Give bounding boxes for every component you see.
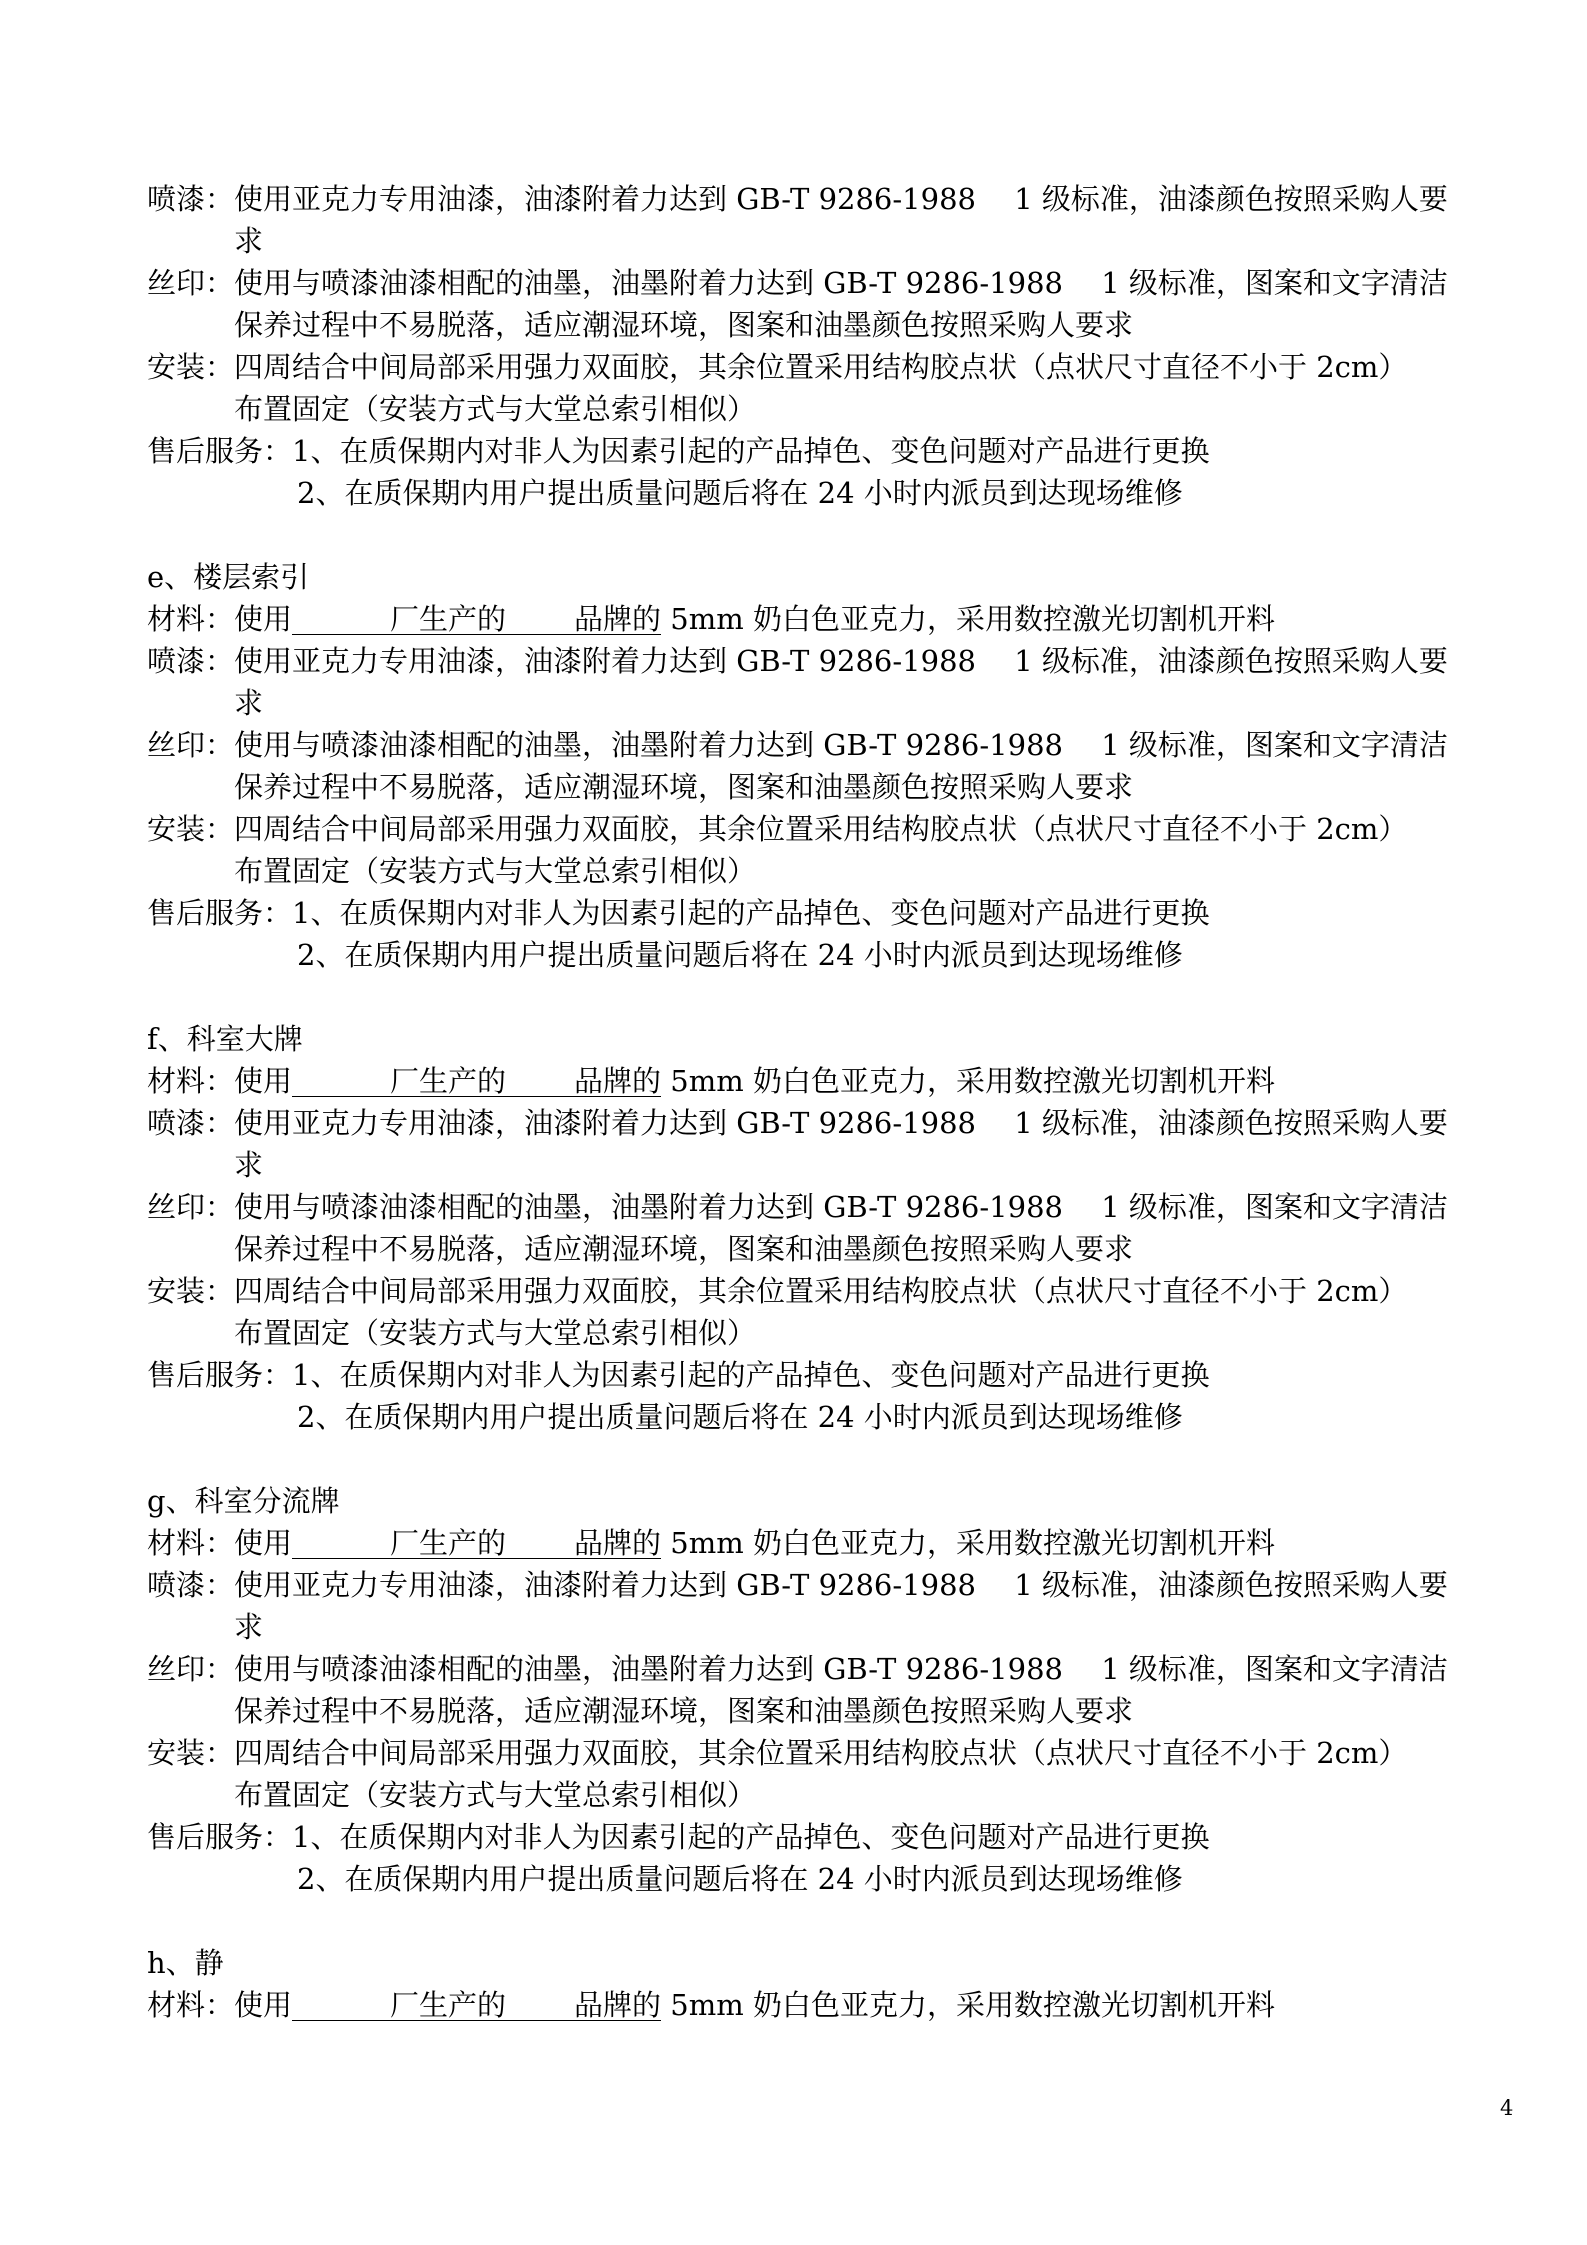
- silk-text-line1: 使用与喷漆油漆相配的油墨，油墨附着力达到 GB-T 9286-1988 1 级标准，图案和文字清洁: [234, 1652, 1448, 1686]
- material-pre: 使用: [234, 1526, 293, 1560]
- service-item: [147, 892, 1527, 976]
- silk-text-line2: 保养过程中不易脱落，适应潮湿环境，图案和油墨颜色按照采购人要求: [234, 1694, 1134, 1728]
- service-text-line2: 2、在质保期内用户提出质量问题后将在 24 小时内派员到达现场维修: [297, 476, 1183, 510]
- material-label: 材料：: [147, 1064, 235, 1098]
- silk-text-line2: 保养过程中不易脱落，适应潮湿环境，图案和油墨颜色按照采购人要求: [234, 1232, 1134, 1266]
- material-item: [147, 1060, 1527, 1102]
- brand-blank: [506, 1528, 574, 1559]
- spray-item: [147, 1564, 1527, 1648]
- material-item: [147, 1522, 1527, 1564]
- install-label: 安装：: [147, 1736, 235, 1770]
- spray-text-line1: 使用亚克力专用油漆，油漆附着力达到 GB-T 9286-1988 1 级标准，油漆颜色按照采购人要: [234, 1568, 1448, 1602]
- silk-item: [147, 262, 1527, 346]
- material-mid: 厂生产的: [390, 1526, 507, 1560]
- brand-blank: [506, 604, 574, 635]
- material-item: [147, 1984, 1527, 2026]
- spray-text-line1: 使用亚克力专用油漆，油漆附着力达到 GB-T 9286-1988 1 级标准，油漆颜色按照采购人要: [234, 644, 1448, 678]
- material-tail: 5mm 奶白色亚克力，采用数控激光切割机开料: [661, 1064, 1275, 1098]
- spray-label: 喷漆：: [147, 644, 235, 678]
- spray-item: [147, 178, 1527, 262]
- spray-text-line1: 使用亚克力专用油漆，油漆附着力达到 GB-T 9286-1988 1 级标准，油漆颜色按照采购人要: [234, 182, 1448, 216]
- service-text-line1: 1、在质保期内对非人为因素引起的产品掉色、变色问题对产品进行更换: [292, 1820, 1210, 1854]
- brand-blank: [506, 1990, 574, 2021]
- install-item: [147, 808, 1527, 892]
- material-pre: 使用: [234, 1988, 293, 2022]
- service-text-line2: 2、在质保期内用户提出质量问题后将在 24 小时内派员到达现场维修: [297, 1400, 1183, 1434]
- service-label: 售后服务：: [147, 896, 293, 930]
- install-item: [147, 1270, 1527, 1354]
- install-text-line2: 布置固定（安装方式与大堂总索引相似）: [234, 1316, 757, 1350]
- silk-label: 丝印：: [147, 266, 235, 300]
- lead-block: [147, 178, 1527, 514]
- silk-text-line1: 使用与喷漆油漆相配的油墨，油墨附着力达到 GB-T 9286-1988 1 级标准，图案和文字清洁: [234, 1190, 1448, 1224]
- install-text-line1: 四周结合中间局部采用强力双面胶，其余位置采用结构胶点状（点状尺寸直径不小于 2cm）: [234, 812, 1408, 846]
- silk-text-line2: 保养过程中不易脱落，适应潮湿环境，图案和油墨颜色按照采购人要求: [234, 770, 1134, 804]
- spray-item: [147, 1102, 1527, 1186]
- spray-text-line1: 使用亚克力专用油漆，油漆附着力达到 GB-T 9286-1988 1 级标准，油漆颜色按照采购人要: [234, 1106, 1448, 1140]
- spray-label: 喷漆：: [147, 1106, 235, 1140]
- spray-text-line2: 求: [234, 224, 264, 258]
- install-item: [147, 346, 1527, 430]
- material-pre: 使用: [234, 602, 293, 636]
- silk-item: [147, 1648, 1527, 1732]
- manufacturer-blank: [292, 1528, 390, 1559]
- silk-label: 丝印：: [147, 1652, 235, 1686]
- service-text-line2: 2、在质保期内用户提出质量问题后将在 24 小时内派员到达现场维修: [297, 938, 1183, 972]
- install-text-line2: 布置固定（安装方式与大堂总索引相似）: [234, 854, 757, 888]
- install-label: 安装：: [147, 350, 235, 384]
- manufacturer-blank: [292, 1990, 390, 2021]
- document-body: [147, 178, 1527, 2026]
- material-label: 材料：: [147, 602, 235, 636]
- spray-text-line2: 求: [234, 686, 264, 720]
- silk-text-line1: 使用与喷漆油漆相配的油墨，油墨附着力达到 GB-T 9286-1988 1 级标准，图案和文字清洁: [234, 266, 1448, 300]
- material-mid: 厂生产的: [390, 602, 507, 636]
- material-post: 品牌的: [574, 1064, 662, 1098]
- install-text-line2: 布置固定（安装方式与大堂总索引相似）: [234, 1778, 757, 1812]
- section-title: e、楼层索引: [147, 560, 310, 594]
- section-title: f、科室大牌: [147, 1022, 303, 1056]
- section-title: h、静: [147, 1946, 224, 1980]
- section-f: [147, 1018, 1527, 1438]
- service-item: [147, 1816, 1527, 1900]
- material-post: 品牌的: [574, 1988, 662, 2022]
- service-label: 售后服务：: [147, 1820, 293, 1854]
- material-label: 材料：: [147, 1526, 235, 1560]
- material-pre: 使用: [234, 1064, 293, 1098]
- install-text-line1: 四周结合中间局部采用强力双面胶，其余位置采用结构胶点状（点状尺寸直径不小于 2cm）: [234, 350, 1408, 384]
- material-tail: 5mm 奶白色亚克力，采用数控激光切割机开料: [661, 1526, 1275, 1560]
- page-number: 4: [1500, 2096, 1514, 2120]
- section-h: [147, 1942, 1527, 2026]
- material-label: 材料：: [147, 1988, 235, 2022]
- material-tail: 5mm 奶白色亚克力，采用数控激光切割机开料: [661, 1988, 1275, 2022]
- service-text-line2: 2、在质保期内用户提出质量问题后将在 24 小时内派员到达现场维修: [297, 1862, 1183, 1896]
- spray-text-line2: 求: [234, 1610, 264, 1644]
- silk-item: [147, 1186, 1527, 1270]
- spray-label: 喷漆：: [147, 182, 235, 216]
- silk-item: [147, 724, 1527, 808]
- section-title: g、科室分流牌: [147, 1484, 340, 1518]
- silk-text-line2: 保养过程中不易脱落，适应潮湿环境，图案和油墨颜色按照采购人要求: [234, 308, 1134, 342]
- spray-text-line2: 求: [234, 1148, 264, 1182]
- install-text-line1: 四周结合中间局部采用强力双面胶，其余位置采用结构胶点状（点状尺寸直径不小于 2cm）: [234, 1274, 1408, 1308]
- service-text-line1: 1、在质保期内对非人为因素引起的产品掉色、变色问题对产品进行更换: [292, 1358, 1210, 1392]
- silk-text-line1: 使用与喷漆油漆相配的油墨，油墨附着力达到 GB-T 9286-1988 1 级标准，图案和文字清洁: [234, 728, 1448, 762]
- material-post: 品牌的: [574, 1526, 662, 1560]
- install-label: 安装：: [147, 812, 235, 846]
- manufacturer-blank: [292, 604, 390, 635]
- material-item: [147, 598, 1527, 640]
- service-text-line1: 1、在质保期内对非人为因素引起的产品掉色、变色问题对产品进行更换: [292, 434, 1210, 468]
- service-label: 售后服务：: [147, 434, 293, 468]
- service-text-line1: 1、在质保期内对非人为因素引起的产品掉色、变色问题对产品进行更换: [292, 896, 1210, 930]
- service-item: [147, 430, 1527, 514]
- install-text-line2: 布置固定（安装方式与大堂总索引相似）: [234, 392, 757, 426]
- silk-label: 丝印：: [147, 1190, 235, 1224]
- manufacturer-blank: [292, 1066, 390, 1097]
- spray-item: [147, 640, 1527, 724]
- section-g: [147, 1480, 1527, 1900]
- silk-label: 丝印：: [147, 728, 235, 762]
- install-label: 安装：: [147, 1274, 235, 1308]
- spray-label: 喷漆：: [147, 1568, 235, 1602]
- section-e: [147, 556, 1527, 976]
- material-mid: 厂生产的: [390, 1064, 507, 1098]
- material-tail: 5mm 奶白色亚克力，采用数控激光切割机开料: [661, 602, 1275, 636]
- service-item: [147, 1354, 1527, 1438]
- install-text-line1: 四周结合中间局部采用强力双面胶，其余位置采用结构胶点状（点状尺寸直径不小于 2cm）: [234, 1736, 1408, 1770]
- install-item: [147, 1732, 1527, 1816]
- brand-blank: [506, 1066, 574, 1097]
- service-label: 售后服务：: [147, 1358, 293, 1392]
- material-post: 品牌的: [574, 602, 662, 636]
- material-mid: 厂生产的: [390, 1988, 507, 2022]
